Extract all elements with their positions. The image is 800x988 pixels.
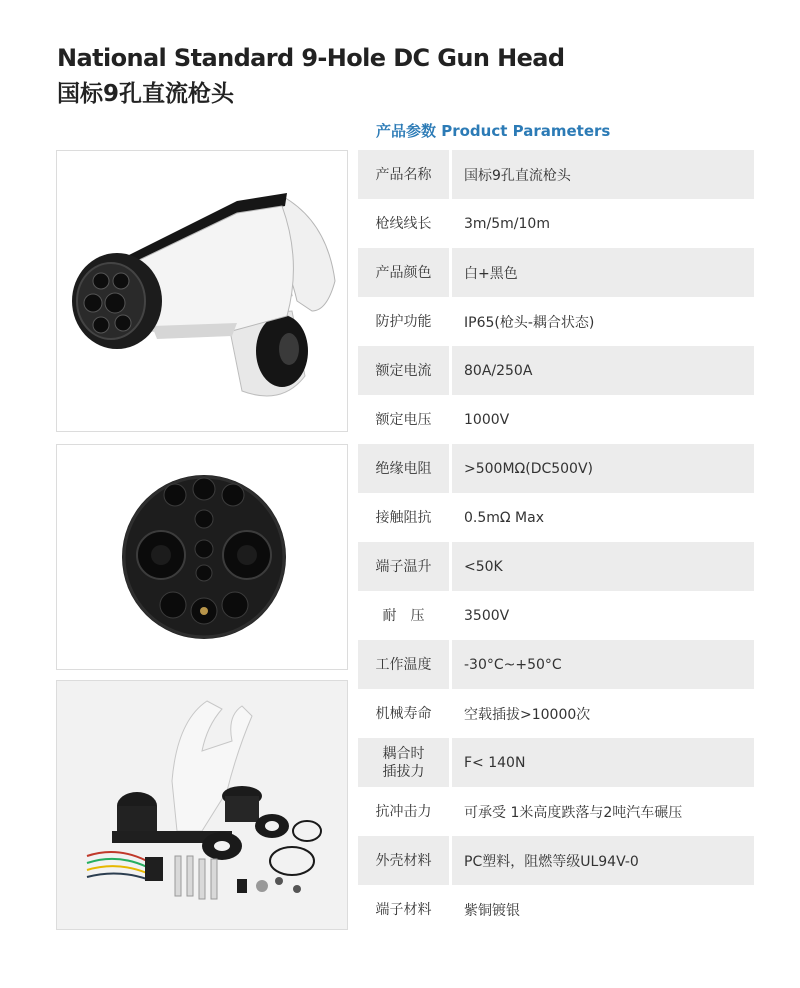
param-label: 端子温升 <box>358 542 452 591</box>
param-row <box>358 689 754 738</box>
param-value: -30°C~+50°C <box>464 656 562 673</box>
param-value: 3500V <box>464 607 510 624</box>
param-row <box>358 738 754 787</box>
param-label: 抗冲击力 <box>358 787 452 836</box>
param-row <box>358 787 754 836</box>
param-label: 产品名称 <box>358 150 452 199</box>
param-label: 绝缘电阻 <box>358 444 452 493</box>
param-row <box>358 885 754 934</box>
param-label: 额定电流 <box>358 346 452 395</box>
connector-face-illustration <box>57 445 347 669</box>
param-row <box>358 591 754 640</box>
gun-head-illustration <box>57 151 347 431</box>
param-value: IP65(枪头-耦合状态) <box>464 314 595 331</box>
param-row <box>358 297 754 346</box>
param-value: <50K <box>464 558 503 575</box>
param-row <box>358 199 754 248</box>
param-value: 国标9孔直流枪头 <box>464 167 571 184</box>
param-row <box>358 346 754 395</box>
product-photo-connector-face <box>56 444 348 670</box>
param-row <box>358 836 754 885</box>
param-table <box>358 150 754 934</box>
param-label: 工作温度 <box>358 640 452 689</box>
param-value: 可承受 1米高度跌落与2吨汽车碾压 <box>464 804 683 821</box>
param-row <box>358 493 754 542</box>
param-label: 额定电压 <box>358 395 452 444</box>
param-value: 0.5mΩ Max <box>464 509 544 526</box>
param-value: 白+黑色 <box>464 265 518 282</box>
product-photo-gun-head <box>56 150 348 432</box>
param-row <box>358 150 754 199</box>
param-value: PC塑料，阻燃等级UL94V-0 <box>464 853 639 870</box>
param-label: 机械寿命 <box>358 689 452 738</box>
parts-kit-illustration <box>57 681 347 929</box>
product-photo-parts-kit <box>56 680 348 930</box>
params-heading: 产品参数 Product Parameters <box>376 122 611 140</box>
param-row <box>358 444 754 493</box>
page-title-en: National Standard 9-Hole DC Gun Head <box>57 44 565 72</box>
param-value: 3m/5m/10m <box>464 215 550 232</box>
param-label: 耦合时 插拔力 <box>358 738 452 787</box>
param-row <box>358 640 754 689</box>
page-title-cn: 国标9孔直流枪头 <box>57 81 235 107</box>
param-value: F< 140N <box>464 754 526 771</box>
param-value: 紫铜镀银 <box>464 902 520 919</box>
param-label: 产品颜色 <box>358 248 452 297</box>
param-row <box>358 395 754 444</box>
param-label: 端子材料 <box>358 885 452 934</box>
param-label: 接触阻抗 <box>358 493 452 542</box>
param-row <box>358 248 754 297</box>
param-label: 防护功能 <box>358 297 452 346</box>
param-value: 空载插拔>10000次 <box>464 706 591 723</box>
param-label: 枪线线长 <box>358 199 452 248</box>
param-value: >500MΩ(DC500V) <box>464 460 594 477</box>
param-value: 80A/250A <box>464 362 533 379</box>
param-label: 耐 压 <box>358 591 452 640</box>
param-row <box>358 542 754 591</box>
param-label: 外壳材料 <box>358 836 452 885</box>
param-value: 1000V <box>464 411 510 428</box>
